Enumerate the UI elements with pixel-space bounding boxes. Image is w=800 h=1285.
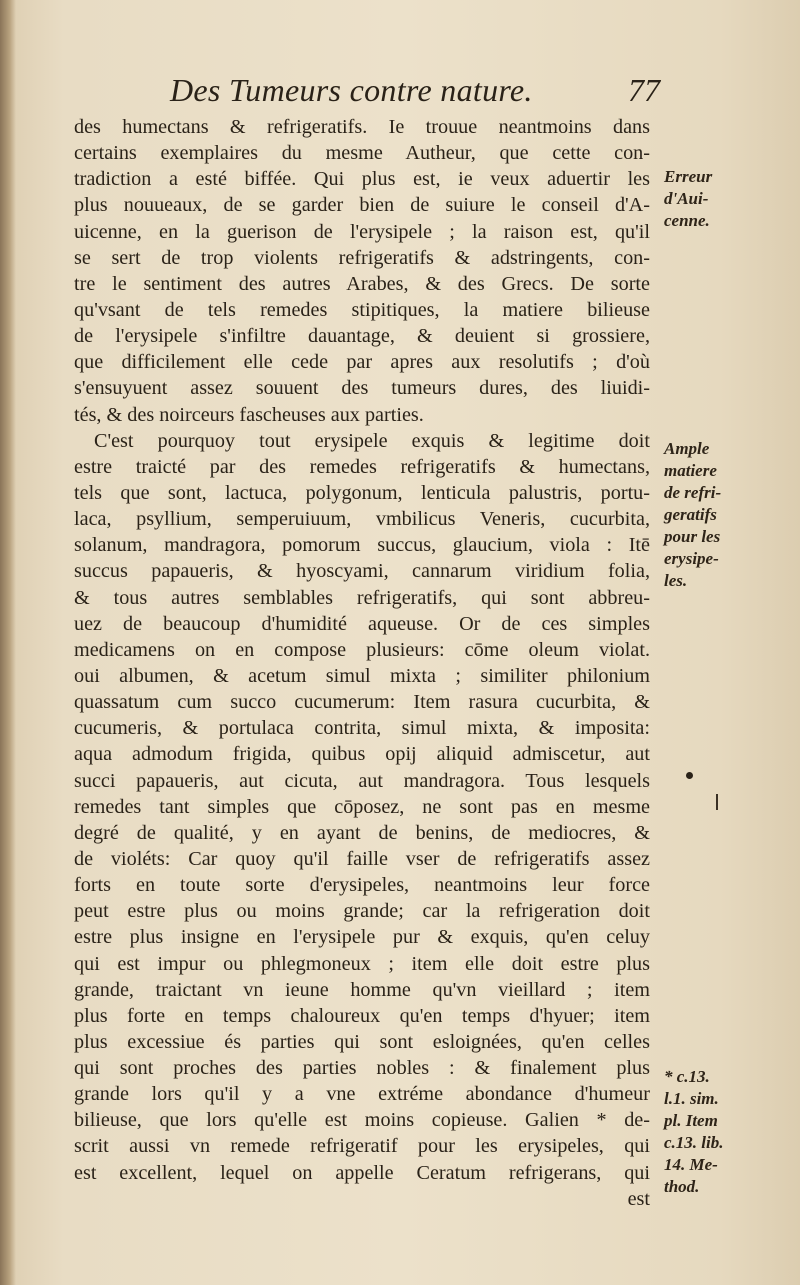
text-line: grande lors qu'il y a vne extréme abondance d'humeur (74, 1083, 650, 1106)
margin-note-ample-matiere (664, 438, 721, 592)
text-line: succi papaueris, aut cicuta, aut mandragora. Tous lesquels (74, 769, 650, 792)
margin-note-line: matiere (664, 461, 717, 480)
text-line: tés, & des noirceurs fascheuses aux parties. (74, 403, 424, 426)
page-header (170, 72, 660, 112)
margin-note-line: c.13. lib. (664, 1133, 724, 1152)
text-line: plus nouueaux, de se garder bien de suiure le conseil d'A- (74, 194, 650, 217)
text-line: qui sont proches des parties nobles : & finalement plus (74, 1057, 650, 1080)
catchword: est (627, 1187, 650, 1210)
margin-note-erreur (664, 166, 712, 232)
text-line: uez de beaucoup d'humidité aqueuse. Or de ces simples (74, 612, 650, 635)
text-line: qui est impur ou phlegmoneux ; item elle doit estre plus (74, 952, 650, 975)
ink-dot-mark (686, 772, 693, 779)
ink-stroke-mark (716, 794, 718, 810)
margin-note-line: l.1. sim. (664, 1089, 719, 1108)
text-line: peut estre plus ou moins grande; car la refrigeration doit (74, 900, 650, 923)
running-title: Des Tumeurs contre nature. (170, 72, 533, 108)
margin-note-line: d'Aui- (664, 189, 709, 208)
margin-note-line: cenne. (664, 211, 710, 230)
margin-note-line: geratifs (664, 505, 717, 524)
margin-note-line: Ample (664, 439, 710, 458)
margin-note-line: thod. (664, 1177, 700, 1196)
text-line: solanum, mandragora, pomorum succus, glaucium, viola : Itē (74, 534, 650, 557)
text-line: de violéts: Car quoy qu'il faille vser de refrigeratifs assez (74, 847, 650, 870)
text-line: plus forte en temps chaloureux qu'en temps d'hyuer; item (74, 1004, 650, 1027)
text-line: estre plus insigne en l'erysipele pur & exquis, qu'en celuy (74, 926, 650, 949)
body-text (74, 114, 650, 1212)
margin-note-line: erysipe- (664, 549, 719, 568)
margin-note-line: pl. Item (664, 1111, 718, 1130)
text-line: certains exemplaires du mesme Autheur, que cette con- (74, 142, 650, 165)
text-line: plus excessiue és parties qui sont esloignées, qu'en celles (74, 1030, 650, 1053)
text-line: tels que sont, lactuca, polygonum, lenticula palustris, portu- (74, 481, 650, 504)
text-line: C'est pourquoy tout erysipele exquis & legitime doit (94, 429, 650, 452)
text-line: tre le sentiment des autres Arabes, & des Grecs. De sorte (74, 272, 650, 295)
text-line: scrit aussi vn remede refrigeratif pour les erysipeles, qui (74, 1135, 650, 1158)
margin-note-reference (664, 1066, 724, 1198)
text-line: medicamens on en compose plusieurs: cōme oleum violat. (74, 638, 650, 661)
text-line: forts en toute sorte d'erysipeles, neantmoins leur force (74, 874, 650, 897)
margin-note-line: Erreur (664, 167, 713, 186)
margin-note-line: de refri- (664, 483, 722, 502)
text-line: quassatum cum succo cucumerum: Item rasura cucurbita, & (74, 691, 650, 714)
text-line: laca, psyllium, semperuiuum, vmbilicus Veneris, cucurbita, (74, 508, 650, 531)
book-spine-shadow (0, 0, 16, 1285)
text-line: remedes tant simples que cōposez, ne sont pas en mesme (74, 795, 650, 818)
text-line: s'ensuyuent assez souuent des tumeurs dures, des liuidi- (74, 377, 650, 400)
text-line: tradiction a esté biffée. Qui plus est, ie veux aduertir les (74, 168, 650, 191)
text-line: se sert de trop violents refrigeratifs & adstringents, con- (74, 246, 650, 269)
text-line: cucumeris, & portulaca contrita, simul mixta, & imposita: (74, 717, 650, 740)
margin-note-line: pour les (664, 527, 721, 546)
text-line: qu'vsant de tels remedes stipitiques, la matiere bilieuse (74, 298, 650, 321)
margin-note-line: les. (664, 571, 688, 590)
text-line: bilieuse, que lors qu'elle est moins copieuse. Galien * de- (74, 1109, 650, 1132)
page-number: 77 (628, 72, 660, 108)
text-line: que difficilement elle cede par apres aux resolutifs ; d'où (74, 351, 650, 374)
text-line: degré de qualité, y en ayant de benins, de mediocres, & (74, 821, 650, 844)
text-line: de l'erysipele s'infiltre dauantage, & deuient si grossiere, (74, 325, 650, 348)
text-line: des humectans & refrigeratifs. Ie trouue neantmoins dans (74, 116, 650, 138)
text-line: oui albumen, & acetum simul mixta ; similiter philonium (74, 664, 650, 687)
text-line: uicenne, en la guerison de l'erysipele ; la raison est, qu'il (74, 220, 650, 243)
text-line: succus papaueris, & hyoscyami, cannarum viridium folia, (74, 560, 650, 583)
text-line: & tous autres semblables refrigeratifs, qui sont abbreu- (74, 586, 650, 609)
text-line: aqua admodum frigida, quibus opij aliquid admiscetur, aut (74, 743, 650, 766)
text-line: grande, traictant vn ieune homme qu'vn vieillard ; item (74, 978, 650, 1001)
text-line: estre traicté par des remedes refrigeratifs & humectans, (74, 455, 650, 478)
text-line: est excellent, lequel on appelle Ceratum refrigerans, qui (74, 1161, 650, 1184)
margin-note-line: 14. Me- (664, 1155, 718, 1174)
margin-note-line: * c.13. (664, 1067, 710, 1086)
